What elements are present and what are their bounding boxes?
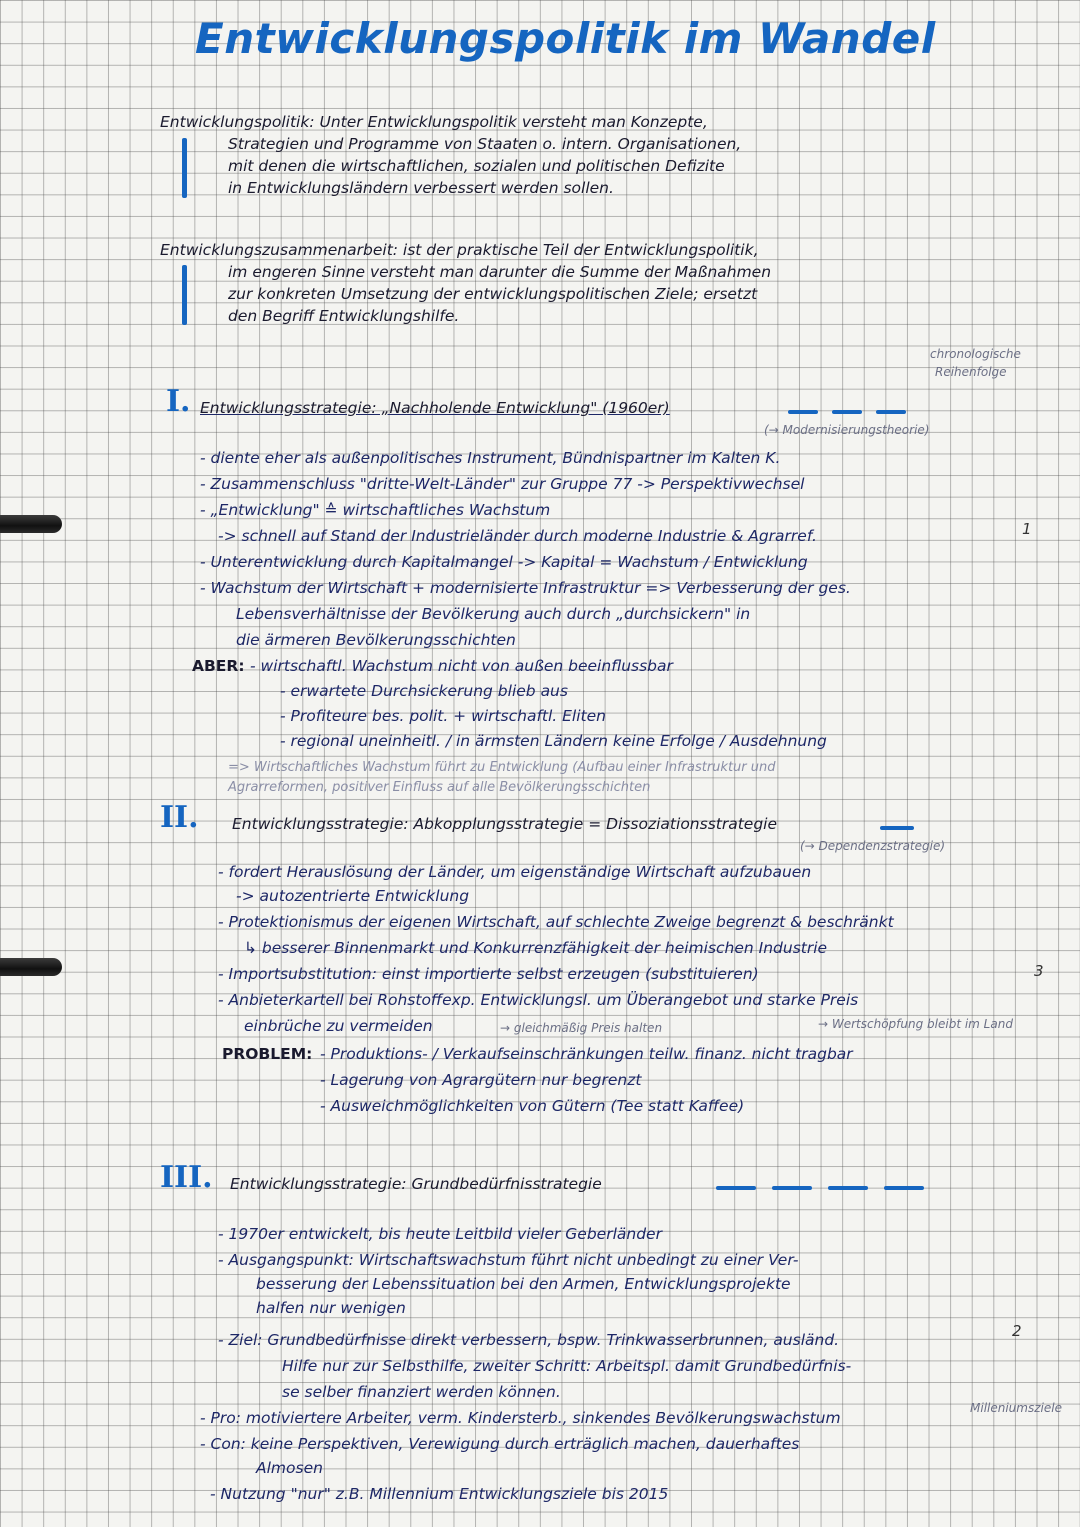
heading-dash	[788, 410, 818, 414]
section2-problem-line: - Lagerung von Agrargütern nur begrenzt	[320, 1071, 642, 1089]
section3-line: - 1970er entwickelt, bis heute Leitbild vieler Geberländer	[218, 1225, 662, 1243]
section1-aber-line: - Profiteure bes. polit. + wirtschaftl. Eliten	[280, 707, 606, 725]
definition-ez-line: im engeren Sinne versteht man darunter die Summe der Maßnahmen	[228, 263, 772, 281]
section3-line: besserung der Lebenssituation bei den Armen, Entwicklungsprojekte	[256, 1275, 791, 1293]
section1-line: - diente eher als außenpolitisches Instrument, Bündnispartner im Kalten K.	[200, 449, 781, 467]
section2-line: - Protektionismus der eigenen Wirtschaft, auf schlechte Zweige begrenzt & beschränkt	[218, 913, 894, 931]
section1-aber-line: - erwartete Durchsickerung blieb aus	[280, 682, 568, 700]
section2-line: - Importsubstitution: einst importierte selbst erzeugen (substituieren)	[218, 965, 759, 983]
page-title: Entwicklungspolitik im Wandel	[195, 14, 936, 63]
definition-ep-line: Strategien und Programme von Staaten o. intern. Organisationen,	[228, 135, 742, 153]
section2-side-note: → Wertschöpfung bleibt im Land	[818, 1017, 1013, 1031]
section1-line: Lebensverhältnisse der Bevölkerung auch durch „durchsickern" in	[236, 605, 751, 623]
definition-ez-line: zur konkreten Umsetzung der entwicklungspolitischen Ziele; ersetzt	[228, 285, 758, 303]
section2-line: - Anbieterkartell bei Rohstoffexp. Entwicklungsl. um Überangebot und starke Preis	[218, 991, 859, 1009]
section2-line: ↳ besserer Binnenmarkt und Konkurrenzfähigkeit der heimischen Industrie	[244, 939, 828, 957]
definition-ez-line: den Begriff Entwicklungshilfe.	[228, 307, 460, 325]
section3-line: - Nutzung "nur" z.B. Millennium Entwicklungsziele bis 2015	[210, 1485, 669, 1503]
page-mark: 1	[1022, 520, 1032, 538]
definition-ep-line: Entwicklungspolitik: Unter Entwicklungspolitik versteht man Konzepte,	[160, 113, 708, 131]
section1-line: -> schnell auf Stand der Industrieländer durch moderne Industrie & Agrarref.	[218, 527, 817, 545]
heading-dash	[884, 1186, 924, 1190]
section1-line: - Zusammenschluss "dritte-Welt-Länder" zur Gruppe 77 -> Perspektivwechsel	[200, 475, 805, 493]
section2-line: einbrüche zu vermeiden	[244, 1017, 433, 1035]
section3-side-note: Milleniumsziele	[970, 1401, 1062, 1415]
section1-line: die ärmeren Bevölkerungsschichten	[236, 631, 516, 649]
margin-note: Reihenfolge	[935, 365, 1007, 379]
definition-ez-line: Entwicklungszusammenarbeit: ist der praktische Teil der Entwicklungspolitik,	[160, 241, 759, 259]
section1-faded-line: => Wirtschaftliches Wachstum führt zu Entwicklung (Aufbau einer Infrastruktur und	[228, 760, 776, 775]
binder-ring-top	[0, 515, 62, 533]
section2-heading: Entwicklungsstrategie: Abkopplungsstrategie = Dissoziationsstrategie	[232, 815, 778, 833]
heading-dash	[880, 826, 914, 830]
section1-heading: Entwicklungsstrategie: „Nachholende Entwicklung" (1960er)	[200, 399, 670, 417]
section2-problem-label: PROBLEM:	[222, 1045, 313, 1063]
section1-line: - „Entwicklung" ≙ wirtschaftliches Wachstum	[200, 501, 551, 519]
margin-note: chronologische	[930, 347, 1021, 361]
section2-subnote: (→ Dependenzstrategie)	[800, 839, 946, 853]
section1-aber-line: - wirtschaftl. Wachstum nicht von außen beeinflussbar	[250, 657, 673, 675]
section3-line: Almosen	[256, 1459, 323, 1477]
section2-line: - fordert Herauslösung der Länder, um eigenständige Wirtschaft aufzubauen	[218, 863, 812, 881]
definition-ep-line: in Entwicklungsländern verbessert werden sollen.	[228, 179, 614, 197]
heading-dash	[716, 1186, 756, 1190]
section1-aber-line: - regional uneinheitl. / in ärmsten Ländern keine Erfolge / Ausdehnung	[280, 732, 827, 750]
heading-dash	[876, 410, 906, 414]
page-mark: 2	[1012, 1322, 1022, 1340]
section2-numeral: II.	[160, 800, 199, 835]
section1-faded-line: Agrarreformen, positiver Einfluss auf alle Bevölkerungsschichten	[228, 780, 651, 795]
section1-numeral: I.	[166, 384, 191, 419]
definition-ep-line: mit denen die wirtschaftlichen, sozialen und politischen Defizite	[228, 157, 725, 175]
definition-bar-ez	[182, 265, 187, 325]
section1-line: - Unterentwicklung durch Kapitalmangel -> Kapital = Wachstum / Entwicklung	[200, 553, 808, 571]
section3-line: Hilfe nur zur Selbsthilfe, zweiter Schritt: Arbeitspl. damit Grundbedürfnis-	[282, 1357, 852, 1375]
section3-numeral: III.	[160, 1160, 213, 1195]
section2-side-note: → gleichmäßig Preis halten	[500, 1021, 663, 1035]
section2-problem-line: - Produktions- / Verkaufseinschränkungen teilw. finanz. nicht tragbar	[320, 1045, 853, 1063]
section2-problem-line: - Ausweichmöglichkeiten von Gütern (Tee statt Kaffee)	[320, 1097, 745, 1115]
section3-line: - Ausgangspunkt: Wirtschaftswachstum führt nicht unbedingt zu einer Ver-	[218, 1251, 799, 1269]
binder-ring-bottom	[0, 958, 62, 976]
heading-dash	[832, 410, 862, 414]
section2-line: -> autozentrierte Entwicklung	[236, 887, 470, 905]
section3-line: - Con: keine Perspektiven, Verewigung durch erträglich machen, dauerhaftes	[200, 1435, 800, 1453]
section1-aber-label: ABER:	[192, 657, 245, 675]
section3-line: - Pro: motiviertere Arbeiter, verm. Kindersterb., sinkendes Bevölkerungswachstum	[200, 1409, 841, 1427]
section3-line: halfen nur wenigen	[256, 1299, 406, 1317]
heading-dash	[828, 1186, 868, 1190]
section3-heading: Entwicklungsstrategie: Grundbedürfnisstrategie	[230, 1175, 602, 1193]
definition-bar-ep	[182, 138, 187, 198]
heading-dash	[772, 1186, 812, 1190]
section1-subnote: (→ Modernisierungstheorie)	[764, 423, 930, 437]
section3-line: - Ziel: Grundbedürfnisse direkt verbessern, bspw. Trinkwasserbrunnen, ausländ.	[218, 1331, 840, 1349]
section3-line: se selber finanziert werden können.	[282, 1383, 561, 1401]
page-mark: 3	[1034, 962, 1044, 980]
section1-line: - Wachstum der Wirtschaft + modernisierte Infrastruktur => Verbesserung der ges.	[200, 579, 851, 597]
